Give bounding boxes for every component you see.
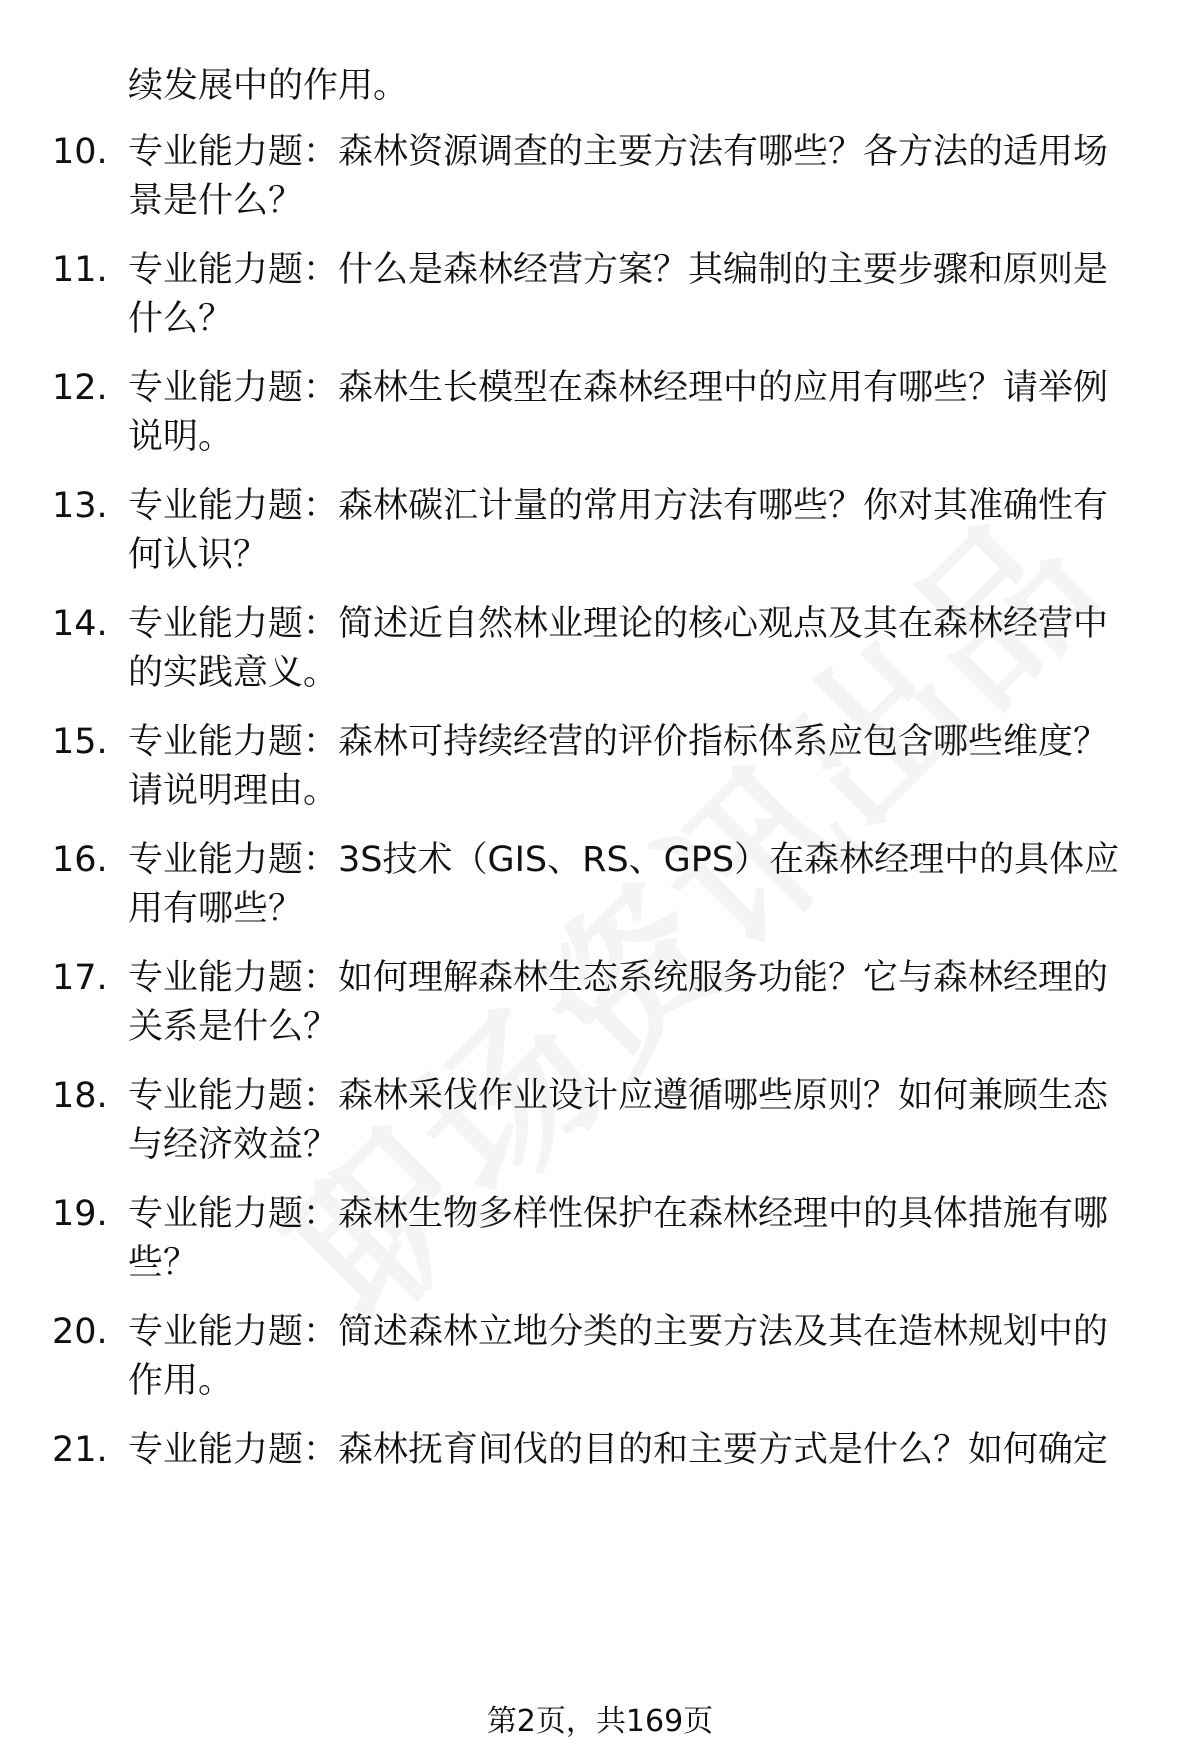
- question-text-line: 专业能力题：森林生长模型在森林经理中的应用有哪些？请举例: [128, 368, 1109, 408]
- question-number: 17.: [52, 958, 108, 998]
- question-number: 11.: [52, 250, 108, 290]
- question-number: 19.: [52, 1194, 108, 1234]
- continued-text: 续发展中的作用。: [128, 66, 409, 106]
- question-text: [128, 364, 1138, 462]
- question-text: [128, 1190, 1138, 1288]
- question-text-line: 请说明理由。: [128, 771, 339, 811]
- question-text-line: 的实践意义。: [128, 653, 339, 693]
- question-text-line: 专业能力题：森林资源调查的主要方法有哪些？各方法的适用场: [128, 132, 1109, 172]
- question-text: [128, 836, 1138, 934]
- question-number: 20.: [52, 1312, 108, 1352]
- question-text-line: 何认识？: [128, 535, 269, 575]
- question-number: 18.: [52, 1076, 108, 1116]
- question-text: [128, 954, 1138, 1052]
- question-text-line: 专业能力题：如何理解森林生态系统服务功能？它与森林经理的: [128, 958, 1109, 998]
- question-text: [128, 128, 1138, 226]
- question-text-line: 些？: [128, 1243, 199, 1283]
- question-number: 14.: [52, 604, 108, 644]
- question-text-line: 用有哪些？: [128, 889, 304, 929]
- page-footer: 第2页，共169页: [486, 1704, 714, 1739]
- question-text-line: 专业能力题：森林采伐作业设计应遵循哪些原则？如何兼顾生态: [128, 1076, 1109, 1116]
- question-text: [128, 1426, 1138, 1475]
- question-text: [128, 1308, 1138, 1406]
- question-text: [128, 718, 1138, 816]
- question-text-line: 什么？: [128, 299, 234, 339]
- question-text: [128, 1072, 1138, 1170]
- question-text: [128, 482, 1138, 580]
- question-text-line: 专业能力题：森林生物多样性保护在森林经理中的具体措施有哪: [128, 1194, 1109, 1234]
- question-text-line: 专业能力题：森林碳汇计量的常用方法有哪些？你对其准确性有: [128, 486, 1109, 526]
- question-text-line: 作用。: [128, 1361, 234, 1401]
- question-number: 15.: [52, 722, 108, 762]
- question-number: 16.: [52, 840, 108, 880]
- question-text-line: 景是什么？: [128, 181, 304, 221]
- question-text-line: 关系是什么？: [128, 1007, 339, 1047]
- question-text-line: 专业能力题：简述森林立地分类的主要方法及其在造林规划中的: [128, 1312, 1109, 1352]
- question-text-line: 说明。: [128, 417, 234, 457]
- question-number: 12.: [52, 368, 108, 408]
- question-number: 10.: [52, 132, 108, 172]
- question-text: [128, 600, 1138, 698]
- question-text-line: 专业能力题：森林抚育间伐的目的和主要方式是什么？如何确定: [128, 1430, 1109, 1470]
- question-text-line: 专业能力题：简述近自然林业理论的核心观点及其在森林经营中: [128, 604, 1109, 644]
- question-number: 13.: [52, 486, 108, 526]
- question-text-line: 专业能力题：什么是森林经营方案？其编制的主要步骤和原则是: [128, 250, 1109, 290]
- question-text-line: 与经济效益？: [128, 1125, 339, 1165]
- question-number: 21.: [52, 1430, 108, 1470]
- question-text-line: 专业能力题：3S技术（GIS、RS、GPS）在森林经理中的具体应: [128, 840, 1120, 880]
- question-text: [128, 246, 1138, 344]
- question-text-line: 专业能力题：森林可持续经营的评价指标体系应包含哪些维度？: [128, 722, 1109, 762]
